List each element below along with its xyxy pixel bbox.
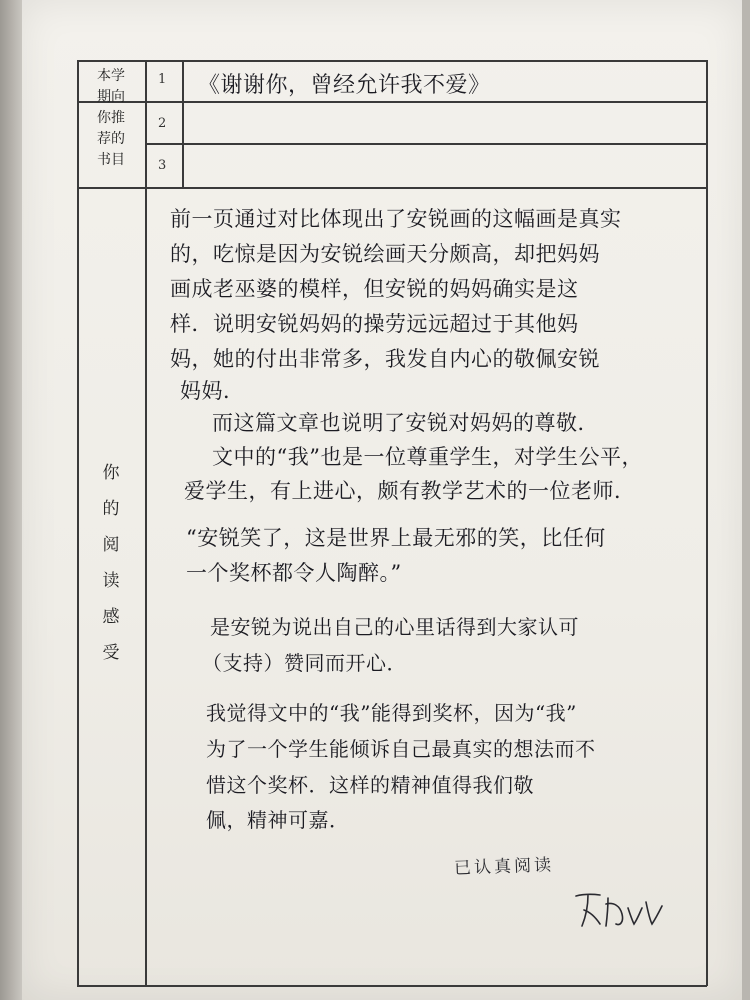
row-number-1: 1 (158, 72, 167, 87)
number-column-divider (182, 60, 184, 188)
reflection-line-5: 妈，她的付出非常多，我发自内心的敬佩安锐 (170, 347, 600, 371)
reflection-line-6: 妈妈． (180, 379, 245, 403)
reading-feeling-label: 你 的 阅 读 感 受 (102, 463, 120, 663)
book-spine-shadow (0, 0, 22, 1000)
reflection-line-13: （支持）赞同而开心． (202, 651, 407, 675)
reflection-line-4: 样．说明安锐妈妈的操劳远远超过于其他妈 (170, 312, 579, 336)
table-bottom-border (77, 985, 707, 987)
reflection-line-10: “安锐笑了，这是世界上最无邪的笑，比任何 (186, 526, 606, 550)
table-left-border (77, 60, 79, 986)
reflection-line-1: 前一页通过对比体现出了安锐画的这幅画是真实 (170, 207, 622, 231)
book-title-1: 《谢谢你，曾经允许我不爱》 (198, 73, 491, 98)
reflection-line-17: 佩，精神可嘉． (206, 808, 350, 832)
reflection-line-2: 的，吃惊是因为安锐绘画天分颇高，却把妈妈 (170, 242, 600, 266)
recommend-books-label: 本学 期向 你推 荐的 书目 (97, 68, 125, 168)
row-divider-2 (145, 143, 707, 145)
row-number-2: 2 (158, 116, 167, 131)
teacher-signature-scribble (570, 888, 670, 932)
reflection-line-12: 是安锐为说出自己的心里话得到大家认可 (210, 615, 579, 639)
reflection-line-7: 而这篇文章也说明了安锐对妈妈的尊敬． (212, 411, 599, 435)
reflection-line-8: 文中的“我”也是一位尊重学生，对学生公平， (212, 445, 643, 469)
reflection-line-9: 爱学生，有上进心，颇有教学艺术的一位老师． (184, 479, 636, 503)
notebook-page (22, 0, 742, 1000)
table-top-border (77, 60, 707, 62)
reflection-line-3: 画成老巫婆的模样，但安锐的妈妈确实是这 (170, 277, 579, 301)
reflection-line-16: 惜这个奖杯．这样的精神值得我们敬 (206, 773, 534, 797)
reflection-line-11: 一个奖杯都令人陶醉。” (186, 561, 402, 585)
reflection-line-15: 为了一个学生能倾诉自己最真实的想法而不 (206, 737, 596, 761)
row-divider-1 (77, 101, 707, 103)
table-right-border (706, 60, 708, 986)
teacher-remark: 已认真阅读 (453, 855, 555, 879)
label-column-divider (145, 60, 147, 986)
row-number-3: 3 (158, 158, 167, 173)
section-divider (77, 187, 707, 189)
reflection-line-14: 我觉得文中的“我”能得到奖杯，因为“我” (206, 701, 577, 725)
